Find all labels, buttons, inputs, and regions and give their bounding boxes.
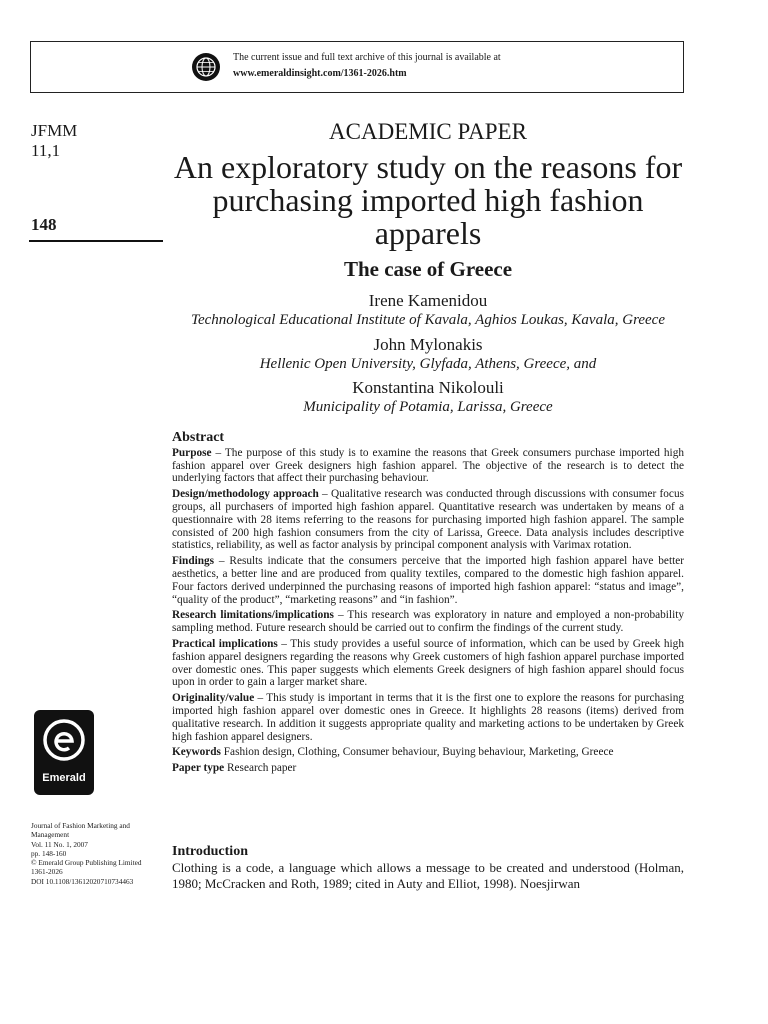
keywords-text: Fashion design, Clothing, Consumer behaviour, Buying behaviour, Marketing, Greece [220, 746, 614, 759]
abstract-section-practical [172, 638, 684, 689]
section-text: – The purpose of this study is to examine the reasons that Greek consumers purchase imported high fashion apparel over Greek designers high fashion apparel. The objective of the research is to detect the underlying factors that affect their purchasing behaviour. [172, 446, 684, 485]
abstract-section-originality [172, 692, 684, 743]
keywords [172, 746, 684, 759]
intro-text: Clothing is a code, a language which allows a message to be created and understood (Holman, 1980; McCracken and Roth, 1989; cited in Auty and Elliot, 1998). Noesjirwan [172, 860, 684, 891]
article-title: An exploratory study on the reasons for purchasing imported high fashion apparels [173, 149, 683, 251]
citation-doi: DOI 10.1108/13612020710734463 [31, 876, 134, 886]
section-text: – This study is important in terms that it is the first one to explore the reasons for purchasing imported high fashion apparel over domestic ones in Greece. It highlights 28 reasons (items) derived from qualitative research. In addition it suggests appropriate quality and marketing actions to be undertaken by Greek high fashion apparel designers. [172, 692, 684, 743]
section-text: – Qualitative research was conducted through discussions with consumer focus groups, all purchasers of imported high fashion apparel. Quantitative research was undertaken by means of a questionnaire with 28 items referring to the reasons for purchasing imported high fashion apparel. The sample consisted of 200 high fashion consumers from the city of Larissa, Greece. Data analysis includes descriptive statistics, reliability, as well as factor analysis by principal component analysis with Varimax rotation. [172, 488, 684, 552]
article-type-label: ACADEMIC PAPER [329, 119, 527, 144]
journal-url-link[interactable]: www.emeraldinsight.com/1361-2026.htm [233, 68, 407, 79]
author-affiliation: Hellenic Open University, Glyfada, Athens, Greece, and [259, 356, 597, 372]
abstract-section-limitations [172, 609, 684, 635]
emerald-logo [34, 710, 94, 795]
section-label: Design/methodology approach [172, 488, 319, 501]
abstract-section-findings [172, 555, 684, 606]
archive-notice: The current issue and full text archive of this journal is available at [233, 52, 501, 63]
introduction [172, 844, 684, 892]
journal-volume: 11,1 [31, 141, 61, 160]
article-subtitle: The case of Greece [343, 257, 513, 281]
citation-journal: Journal of Fashion Marketing and Management [31, 821, 130, 840]
citation-publisher: © Emerald Group Publishing Limited [31, 858, 142, 868]
section-text: – This study provides a useful source of information, which can be used by Greek high fashion apparel designers regarding the reasons why Greek customers of high fashion apparel purchase imported over domestic ones. This paper suggests which elements Greek designers of high fashion apparel should focus upon in order to gain a larger market share. [172, 637, 684, 689]
intro-heading: Introduction [172, 844, 248, 859]
journal-abbrev: JFMM [31, 121, 78, 140]
paper-type-label: Paper type [172, 762, 225, 775]
author-name: John Mylonakis [373, 335, 483, 354]
abstract-section-design [172, 488, 684, 552]
emerald-logo-icon [42, 718, 86, 762]
page-number-rule [29, 240, 163, 242]
citation-pages: pp. 148-160 [31, 848, 67, 858]
globe-icon [191, 52, 221, 82]
section-text: – This research was exploratory in nature and employed a non-probability sampling method. Future research should be carried out to confirm the findings of the current study. [172, 609, 684, 635]
section-text: – Results indicate that the consumers perceive that the imported high fashion apparel have better aesthetics, a better line and are produced from quality textiles, compared to the domestic high fashion apparel. Four factors derived underpinned the purchasing reasons of imported high fashion apparel: “status and image”, “quality of the product”, “marketing reasons” and “in fashion”. [172, 555, 684, 606]
author-name: Konstantina Nikolouli [352, 378, 504, 397]
author-name: Irene Kamenidou [368, 291, 488, 310]
journal-access-box [30, 41, 684, 93]
author-affiliation: Technological Educational Institute of Kavala, Aghios Loukas, Kavala, Greece [191, 312, 665, 328]
page-number: 148 [31, 215, 57, 234]
citation-block [31, 821, 166, 886]
citation-volume: Vol. 11 No. 1, 2007 [31, 839, 88, 849]
journal-volume-label [31, 121, 77, 161]
abstract-section-purpose [172, 447, 684, 485]
section-label: Practical implications [172, 637, 278, 650]
emerald-wordmark: Emerald [42, 772, 86, 784]
section-label: Findings [172, 555, 215, 568]
section-label: Research limitations/implications [172, 609, 334, 622]
paper-type [172, 762, 684, 775]
paper-type-text: Research paper [224, 762, 297, 775]
citation-issn: 1361-2026 [31, 867, 63, 877]
section-label: Purpose [172, 446, 212, 459]
author-affiliation: Municipality of Potamia, Larissa, Greece [303, 399, 553, 415]
section-label: Originality/value [172, 692, 255, 705]
abstract [172, 432, 684, 778]
abstract-heading: Abstract [172, 430, 225, 445]
keywords-label: Keywords [172, 746, 221, 759]
